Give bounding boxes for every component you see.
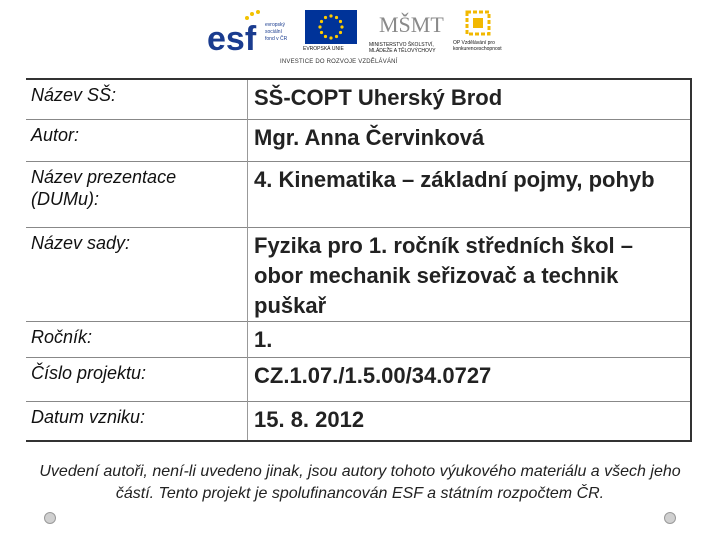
msmt-caption: MINISTERSTVO ŠKOLSTVÍ, MLÁDEŽE A TĚLOVÝCHOVY [369, 42, 436, 54]
info-row-value: SŠ-COPT Uherský Brod [248, 79, 692, 119]
eu-star [340, 25, 343, 28]
info-row [26, 119, 691, 161]
logo-footer: INVESTICE DO ROZVOJE VZDĚLÁVÁNÍ [280, 59, 398, 65]
footnote: Uvedení autoři, není-li uvedeno jinak, jsou autory tohoto výukového materiálu a všech jeho částí. Tento projekt je spolufinancován ESF a státním rozpočtem ČR. [39, 463, 681, 502]
info-row-label: Název SŠ: [31, 85, 117, 105]
info-row [26, 79, 691, 119]
info-row-value: CZ.1.07./1.5.00/34.0727 [248, 357, 692, 401]
esf-caption-1: evropský [265, 22, 286, 28]
logo-bar [185, 2, 518, 68]
esf-caption-2: sociální [265, 29, 282, 35]
info-row-value: 1. [248, 321, 692, 357]
info-row [26, 401, 691, 441]
info-row [26, 321, 691, 357]
info-table [26, 78, 692, 442]
eu-star [324, 16, 327, 19]
info-row-label: Datum vzniku: [31, 406, 146, 427]
eu-star [339, 31, 342, 34]
eu-caption: EVROPSKÁ UNIE [303, 46, 344, 52]
esf-caption-3: fond v ČR [265, 36, 288, 42]
info-row [26, 227, 691, 321]
info-row-value: Mgr. Anna Červinková [248, 119, 692, 161]
info-row-label: Číslo projektu: [31, 362, 147, 383]
info-row-value: 15. 8. 2012 [248, 401, 692, 441]
eu-star [324, 35, 327, 38]
eu-star [329, 14, 332, 17]
eu-star [318, 25, 321, 28]
msmt-logo [375, 6, 444, 42]
info-row-label: Název sady: [31, 232, 131, 253]
info-row [26, 161, 691, 227]
eu-star [320, 31, 323, 34]
eu-star [339, 20, 342, 23]
msmt-logo-text: MŠMT [379, 12, 444, 37]
info-row-value: Fyzika pro 1. ročník středních škol – obor mechanik seřizovač a technik puškař [248, 227, 692, 321]
eu-star [329, 36, 332, 39]
info-row-value: 4. Kinematika – základní pojmy, pohyb [248, 161, 692, 227]
nav-dot-right [664, 512, 676, 524]
op-caption: OP Vzdělávání pro konkurenceschopnost [453, 40, 502, 52]
op-logo [459, 10, 499, 40]
eu-star [335, 16, 338, 19]
eu-flag-icon [305, 10, 357, 44]
info-row-label: Název prezentace (DUMu): [31, 166, 177, 209]
info-row [26, 357, 691, 401]
eu-star [335, 35, 338, 38]
nav-dot-left [44, 512, 56, 524]
esf-logo-text: esf [207, 20, 257, 58]
info-row-label: Ročník: [31, 326, 93, 347]
info-row-label: Autor: [31, 124, 80, 145]
eu-star [320, 20, 323, 23]
